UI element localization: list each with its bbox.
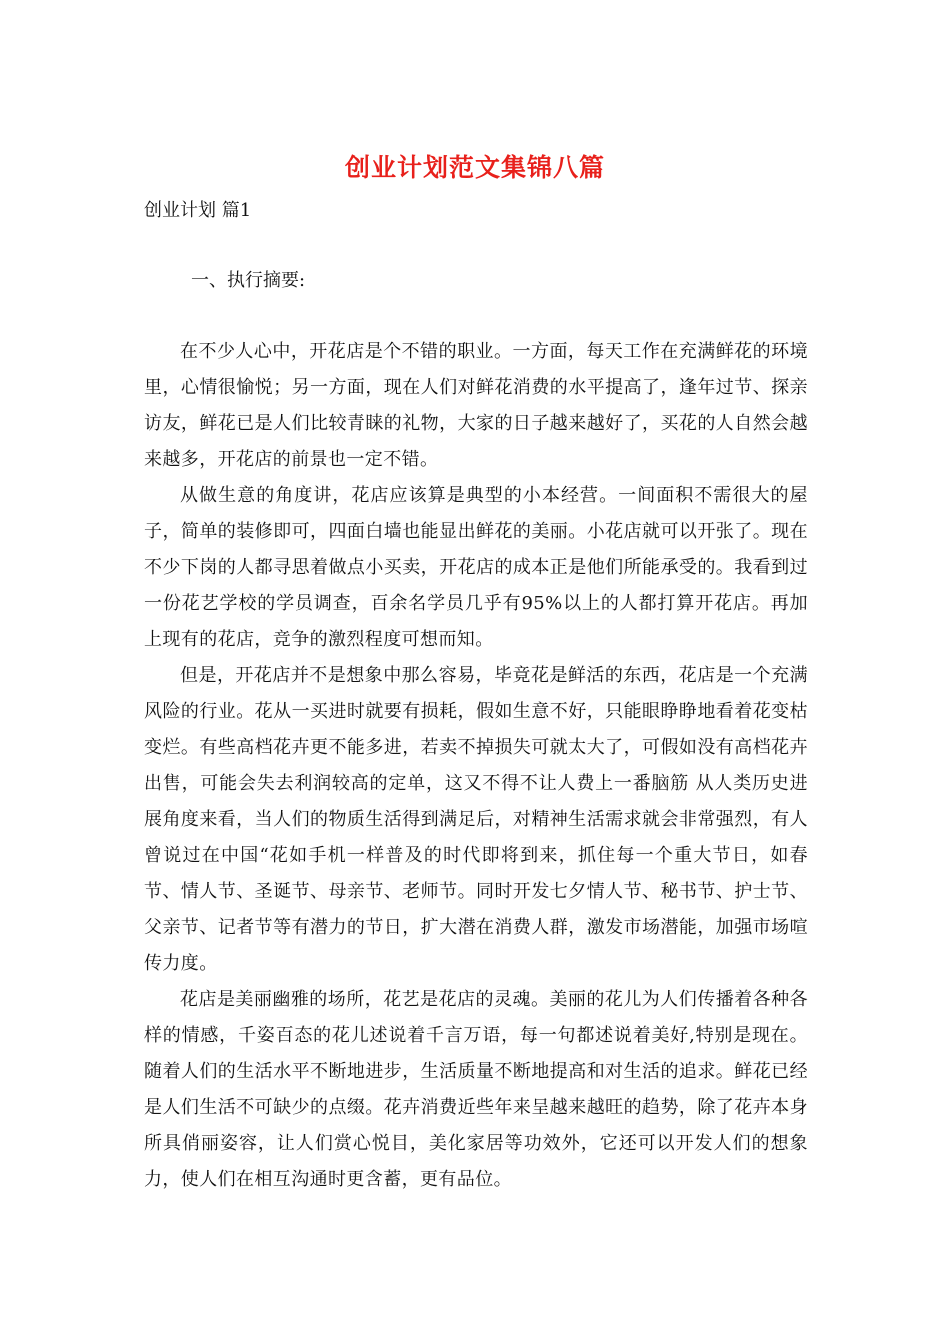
paragraph-3: 但是，开花店并不是想象中那么容易，毕竟花是鲜活的东西，花店是一个充满风险的行业。花从一买进时就要有损耗，假如生意不好，只能眼睁睁地看着花变枯变烂。有些高档花卉更不能多进，若卖不掉损失可就太大了，可假如没有高档花卉出售，可能会失去利润较高的定单，这又不得不让人费上一番脑筋 从人类历史进展角度来看，当人们的物质生活得到满足后，对精神生活需求就会非常强烈，有人曾说过在中国“花如手机一样普及的时代即将到来，抓住每一个重大节日，如春节、情人节、圣诞节、母亲节、老师节。同时开发七夕情人节、秘书节、护士节、父亲节、记者节等有潜力的节日，扩大潜在消费人群，激发市场潜能，加强市场喧传力度。 (144, 665, 808, 974)
paragraph-1: 在不少人心中，开花店是个不错的职业。一方面，每天工作在充满鲜花的环境里，心情很愉悦；另一方面，现在人们对鲜花消费的水平提高了，逢年过节、探亲访友，鲜花已是人们比较青睐的礼物，大家的日子越来越好了，买花的人自然会越来越多，开花店的前景也一定不错。 (144, 341, 808, 470)
paragraph-2: 从做生意的角度讲，花店应该算是典型的小本经营。一间面积不需很大的屋子，简单的装修即可，四面白墙也能显出鲜花的美丽。小花店就可以开张了。现在不少下岗的人都寻思着做点小买卖，开花店的成本正是他们所能承受的。我看到过一份花艺学校的学员调查，百余名学员几乎有95%以上的人都打算开花店。再加上现有的花店，竞争的激烈程度可想而知。 (144, 485, 808, 650)
body-text (144, 334, 808, 1198)
document-title: 创业计划范文集锦八篇 (344, 153, 605, 182)
section-heading: 创业计划 篇1 (144, 200, 252, 221)
executive-summary-heading: 一、执行摘要: (191, 270, 306, 291)
paragraph-4: 花店是美丽幽雅的场所，花艺是花店的灵魂。美丽的花儿为人们传播着各种各样的情感，千姿百态的花儿述说着千言万语，每一句都述说着美好,特别是现在。随着人们的生活水平不断地进步，生活质量不断地提高和对生活的追求。鲜花已经是人们生活不可缺少的点缀。花卉消费近些年来呈越来越旺的趋势，除了花卉本身所具俏丽姿容，让人们赏心悦目，美化家居等功效外，它还可以开发人们的想象力，使人们在相互沟通时更含蓄，更有品位。 (144, 989, 808, 1190)
